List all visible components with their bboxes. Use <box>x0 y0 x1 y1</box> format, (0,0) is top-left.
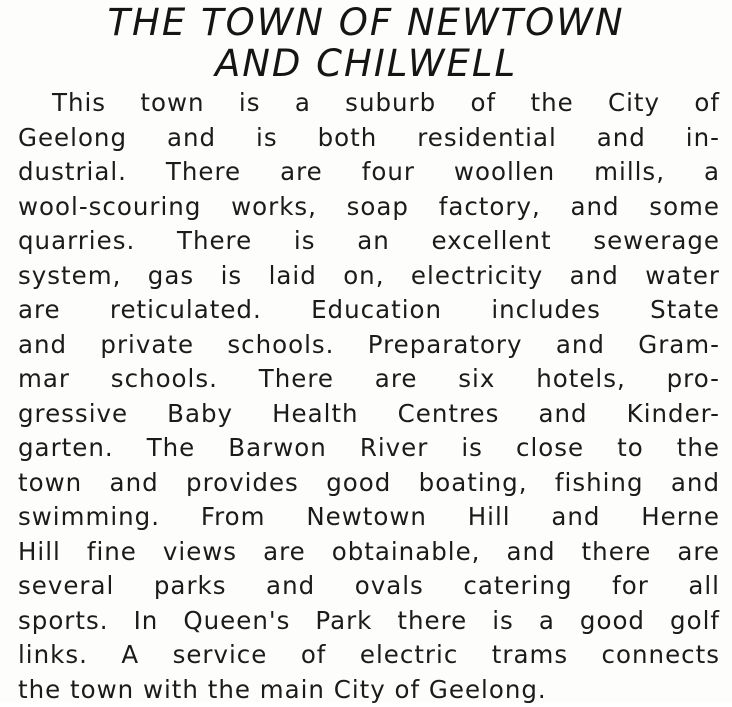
body-line-17: links. A service of electric trams connects <box>18 638 720 673</box>
body-line-1: This town is a suburb of the City of <box>18 86 720 121</box>
body-line-8: and private schools. Preparatory and Gram- <box>18 328 720 363</box>
body-line-3: dustrial. There are four woollen mills, a <box>18 155 720 190</box>
body-line-13: swimming. From Newtown Hill and Herne <box>18 500 720 535</box>
body-line-11: garten. The Barwon River is close to the <box>18 431 720 466</box>
body-line-18: the town with the main City of Geelong. <box>18 673 720 707</box>
body-line-6: system, gas is laid on, electricity and water <box>18 259 720 294</box>
body-line-16: sports. In Queen's Park there is a good golf <box>18 604 720 639</box>
article-title-line-1: THE TOWN OF NEWTOWN <box>0 3 732 43</box>
body-line-4: wool-scouring works, soap factory, and some <box>18 190 720 225</box>
body-line-2: Geelong and is both residential and in- <box>18 121 720 156</box>
article-body <box>18 86 720 707</box>
body-line-15: several parks and ovals catering for all <box>18 569 720 604</box>
body-line-14: Hill fine views are obtainable, and there are <box>18 535 720 570</box>
body-line-7: are reticulated. Education includes State <box>18 293 720 328</box>
body-line-9: mar schools. There are six hotels, pro- <box>18 362 720 397</box>
article-title-line-2: AND CHILWELL <box>0 44 732 84</box>
body-line-5: quarries. There is an excellent sewerage <box>18 224 720 259</box>
body-line-12: town and provides good boating, fishing and <box>18 466 720 501</box>
body-line-10: gressive Baby Health Centres and Kinder- <box>18 397 720 432</box>
